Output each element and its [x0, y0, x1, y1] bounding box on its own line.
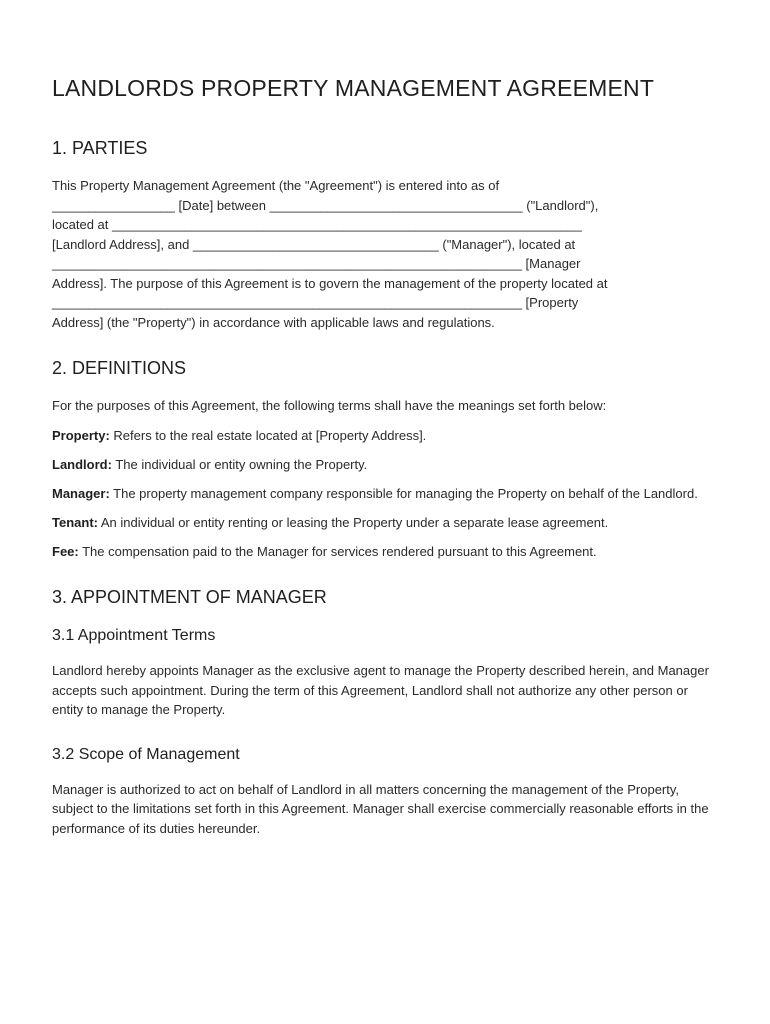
parties-line: [Landlord Address], and __________________________________ ("Manager"), located at	[52, 236, 576, 252]
subsection-appointment-terms	[52, 625, 718, 720]
definition-landlord	[52, 455, 718, 475]
definition-property	[52, 426, 718, 446]
definition-term: Tenant:	[52, 514, 98, 530]
definition-term: Manager:	[52, 485, 110, 501]
parties-line: This Property Management Agreement (the "Agreement") is entered into as of	[52, 178, 500, 193]
definition-manager	[52, 484, 718, 504]
definition-text: The property management company responsible for managing the Property on behalf of the Landlord.	[109, 485, 698, 501]
subsection-scope-of-management	[52, 744, 718, 839]
definition-text: The individual or entity owning the Property.	[111, 456, 368, 472]
parties-line: _________________________________________________________________ [Manager	[52, 256, 581, 271]
document-title: LANDLORDS PROPERTY MANAGEMENT AGREEMENT	[52, 75, 655, 101]
definition-term: Fee:	[52, 543, 79, 559]
definition-fee	[52, 542, 718, 562]
subsection-heading: 3.1 Appointment Terms	[52, 627, 216, 644]
parties-line: Address] (the "Property") in accordance with applicable laws and regulations.	[52, 314, 495, 330]
definition-text: The compensation paid to the Manager for services rendered pursuant to this Agreement.	[78, 543, 597, 559]
definition-text: An individual or entity renting or leasing the Property under a separate lease agreement.	[97, 514, 609, 530]
parties-line: located at _________________________________________________________________	[52, 217, 582, 232]
definition-tenant	[52, 513, 718, 533]
definition-term: Property:	[52, 427, 110, 443]
subsection-text: Manager is authorized to act on behalf of Landlord in all matters concerning the management of the Property, subject to the limitations set forth in this Agreement. Manager shall exercise commercially reasonable efforts in the performance of its duties hereunder.	[52, 781, 709, 836]
section-parties	[52, 136, 718, 332]
subsection-heading: 3.2 Scope of Management	[52, 745, 240, 763]
subsection-text: Landlord hereby appoints Manager as the exclusive agent to manage the Property described herein, and Manager accepts such appointment. During the term of this Agreement, Landlord shall not authorize any other person or entity to manage the Property.	[52, 663, 709, 717]
definition-term: Landlord:	[52, 456, 112, 472]
definition-text: Refers to the real estate located at [Property Address].	[109, 427, 427, 443]
definitions-intro: For the purposes of this Agreement, the following terms shall have the meanings set forth below:	[52, 398, 607, 413]
parties-line: Address]. The purpose of this Agreement is to govern the management of the property located at	[52, 275, 608, 291]
parties-line: _________________________________________________________________ [Property	[52, 295, 579, 310]
section-heading-parties: 1. PARTIES	[52, 138, 148, 158]
section-heading-appointment: 3. APPOINTMENT OF MANAGER	[52, 587, 327, 607]
section-heading-definitions: 2. DEFINITIONS	[52, 358, 187, 378]
parties-line: _________________ [Date] between ___________________________________ ("Landlord"),	[52, 197, 599, 213]
section-appointment	[52, 585, 718, 838]
section-definitions	[52, 356, 718, 561]
